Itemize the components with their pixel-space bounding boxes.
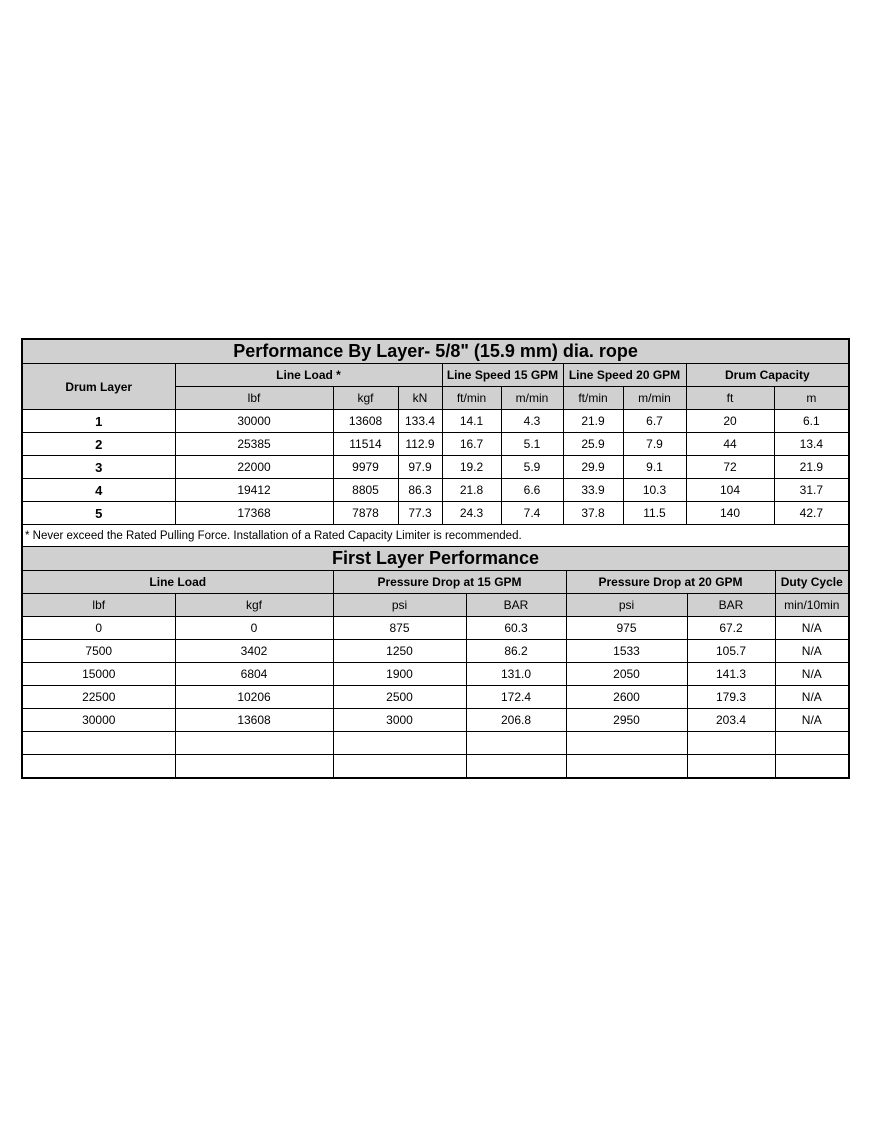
line-speed-15-header: Line Speed 15 GPM (442, 364, 563, 387)
table-cell: 2050 (566, 663, 687, 686)
table-cell (566, 755, 687, 779)
table-cell (333, 732, 466, 755)
table-cell: 112.9 (398, 433, 442, 456)
table-row (22, 755, 849, 779)
table-cell (22, 755, 175, 779)
performance-by-layer-table (21, 338, 850, 547)
table-cell (22, 732, 175, 755)
table-row (22, 479, 849, 502)
table-cell: 1250 (333, 640, 466, 663)
table-cell: 17368 (175, 502, 333, 525)
table-row (22, 410, 849, 433)
table2-unit-cell: psi (566, 594, 687, 617)
table-row (22, 502, 849, 525)
table-cell (775, 732, 849, 755)
line-load-header: Line Load * (175, 364, 442, 387)
table-cell: 3402 (175, 640, 333, 663)
table1-title: Performance By Layer- 5/8" (15.9 mm) dia. rope (22, 339, 849, 364)
table-cell: 42.7 (774, 502, 849, 525)
table-row (22, 640, 849, 663)
table-cell: 13608 (333, 410, 398, 433)
table-row (22, 617, 849, 640)
table-cell: 21.9 (774, 456, 849, 479)
line-load-header-2: Line Load (22, 571, 333, 594)
table-cell: 21.9 (563, 410, 623, 433)
table-cell: 19412 (175, 479, 333, 502)
table-cell: 25.9 (563, 433, 623, 456)
table-cell: 13.4 (774, 433, 849, 456)
table-cell: 60.3 (466, 617, 566, 640)
table1-unit-cell: m/min (623, 387, 686, 410)
table-cell: 975 (566, 617, 687, 640)
table1-unit-cell: kgf (333, 387, 398, 410)
table-cell: 6.6 (501, 479, 563, 502)
table-cell: 21.8 (442, 479, 501, 502)
table-cell: 9.1 (623, 456, 686, 479)
drum-layer-cell: 2 (22, 433, 175, 456)
table-cell: 37.8 (563, 502, 623, 525)
table-cell: 24.3 (442, 502, 501, 525)
table-cell: 179.3 (687, 686, 775, 709)
table-row (22, 709, 849, 732)
table-cell: 33.9 (563, 479, 623, 502)
table2-unit-cell: BAR (687, 594, 775, 617)
table-cell (175, 755, 333, 779)
table-cell: 141.3 (687, 663, 775, 686)
table-cell: 20 (686, 410, 774, 433)
table-cell: 7.4 (501, 502, 563, 525)
table-cell: 14.1 (442, 410, 501, 433)
duty-cycle-header: Duty Cycle (775, 571, 849, 594)
table-cell: N/A (775, 663, 849, 686)
table-cell: 31.7 (774, 479, 849, 502)
table-cell: 104 (686, 479, 774, 502)
table-cell: 7500 (22, 640, 175, 663)
performance-sheet (21, 338, 848, 779)
table-cell: 25385 (175, 433, 333, 456)
table-cell: 44 (686, 433, 774, 456)
table-row (22, 732, 849, 755)
table2-unit-cell: min/10min (775, 594, 849, 617)
table-cell: 19.2 (442, 456, 501, 479)
table-cell: N/A (775, 617, 849, 640)
table-cell: 1900 (333, 663, 466, 686)
table2-unit-cell: BAR (466, 594, 566, 617)
table-cell: 6.1 (774, 410, 849, 433)
table-cell: N/A (775, 709, 849, 732)
table-cell: 86.3 (398, 479, 442, 502)
table-cell: 10206 (175, 686, 333, 709)
table1-unit-cell: ft/min (442, 387, 501, 410)
table-cell: 5.1 (501, 433, 563, 456)
drum-capacity-header: Drum Capacity (686, 364, 849, 387)
drum-layer-cell: 1 (22, 410, 175, 433)
footnote: * Never exceed the Rated Pulling Force. Installation of a Rated Capacity Limiter is recommended. (22, 525, 849, 547)
table-cell: 172.4 (466, 686, 566, 709)
drum-layer-cell: 5 (22, 502, 175, 525)
footnote-row (22, 525, 849, 547)
table1-unit-cell: m/min (501, 387, 563, 410)
table-cell: 30000 (175, 410, 333, 433)
table-cell: 1533 (566, 640, 687, 663)
table2-title: First Layer Performance (22, 547, 849, 571)
table-cell: 8805 (333, 479, 398, 502)
table-cell: N/A (775, 686, 849, 709)
table-cell: 86.2 (466, 640, 566, 663)
table-cell: 97.9 (398, 456, 442, 479)
table-cell: 10.3 (623, 479, 686, 502)
table-cell: N/A (775, 640, 849, 663)
table-cell (466, 732, 566, 755)
table-cell: 11.5 (623, 502, 686, 525)
table-cell: 16.7 (442, 433, 501, 456)
table-cell (687, 732, 775, 755)
table-cell: 2600 (566, 686, 687, 709)
table-cell: 13608 (175, 709, 333, 732)
table-cell: 77.3 (398, 502, 442, 525)
table1-unit-cell: ft/min (563, 387, 623, 410)
table-cell: 22500 (22, 686, 175, 709)
table-cell: 6804 (175, 663, 333, 686)
table-cell: 2500 (333, 686, 466, 709)
table2-unit-cell: lbf (22, 594, 175, 617)
table-cell: 9979 (333, 456, 398, 479)
table-row (22, 686, 849, 709)
drum-layer-cell: 4 (22, 479, 175, 502)
table-cell: 140 (686, 502, 774, 525)
table-cell: 67.2 (687, 617, 775, 640)
table-cell: 11514 (333, 433, 398, 456)
pressure-drop-20-header: Pressure Drop at 20 GPM (566, 571, 775, 594)
table2-unit-cell: psi (333, 594, 466, 617)
table-cell: 0 (175, 617, 333, 640)
drum-layer-header: Drum Layer (22, 364, 175, 410)
table-cell: 2950 (566, 709, 687, 732)
table-cell: 105.7 (687, 640, 775, 663)
table-cell: 6.7 (623, 410, 686, 433)
table-cell: 875 (333, 617, 466, 640)
table-cell: 131.0 (466, 663, 566, 686)
line-speed-20-header: Line Speed 20 GPM (563, 364, 686, 387)
table-cell: 133.4 (398, 410, 442, 433)
table-cell: 4.3 (501, 410, 563, 433)
table-cell: 72 (686, 456, 774, 479)
first-layer-performance-table (21, 547, 850, 779)
table-cell: 22000 (175, 456, 333, 479)
table-cell (687, 755, 775, 779)
table-cell: 3000 (333, 709, 466, 732)
table-cell: 30000 (22, 709, 175, 732)
table1-unit-cell: kN (398, 387, 442, 410)
table-cell: 7878 (333, 502, 398, 525)
table-cell (566, 732, 687, 755)
table-cell (333, 755, 466, 779)
table-row (22, 663, 849, 686)
table-cell: 203.4 (687, 709, 775, 732)
table1-unit-cell: ft (686, 387, 774, 410)
table-cell (466, 755, 566, 779)
table2-unit-row (22, 594, 849, 617)
table-cell: 5.9 (501, 456, 563, 479)
table-cell: 15000 (22, 663, 175, 686)
table1-unit-cell: lbf (175, 387, 333, 410)
drum-layer-cell: 3 (22, 456, 175, 479)
table1-unit-cell: m (774, 387, 849, 410)
table-cell: 29.9 (563, 456, 623, 479)
pressure-drop-15-header: Pressure Drop at 15 GPM (333, 571, 566, 594)
table-cell: 0 (22, 617, 175, 640)
table-cell (175, 732, 333, 755)
table-cell (775, 755, 849, 779)
table-row (22, 456, 849, 479)
table-row (22, 433, 849, 456)
table2-unit-cell: kgf (175, 594, 333, 617)
table-cell: 206.8 (466, 709, 566, 732)
table-cell: 7.9 (623, 433, 686, 456)
